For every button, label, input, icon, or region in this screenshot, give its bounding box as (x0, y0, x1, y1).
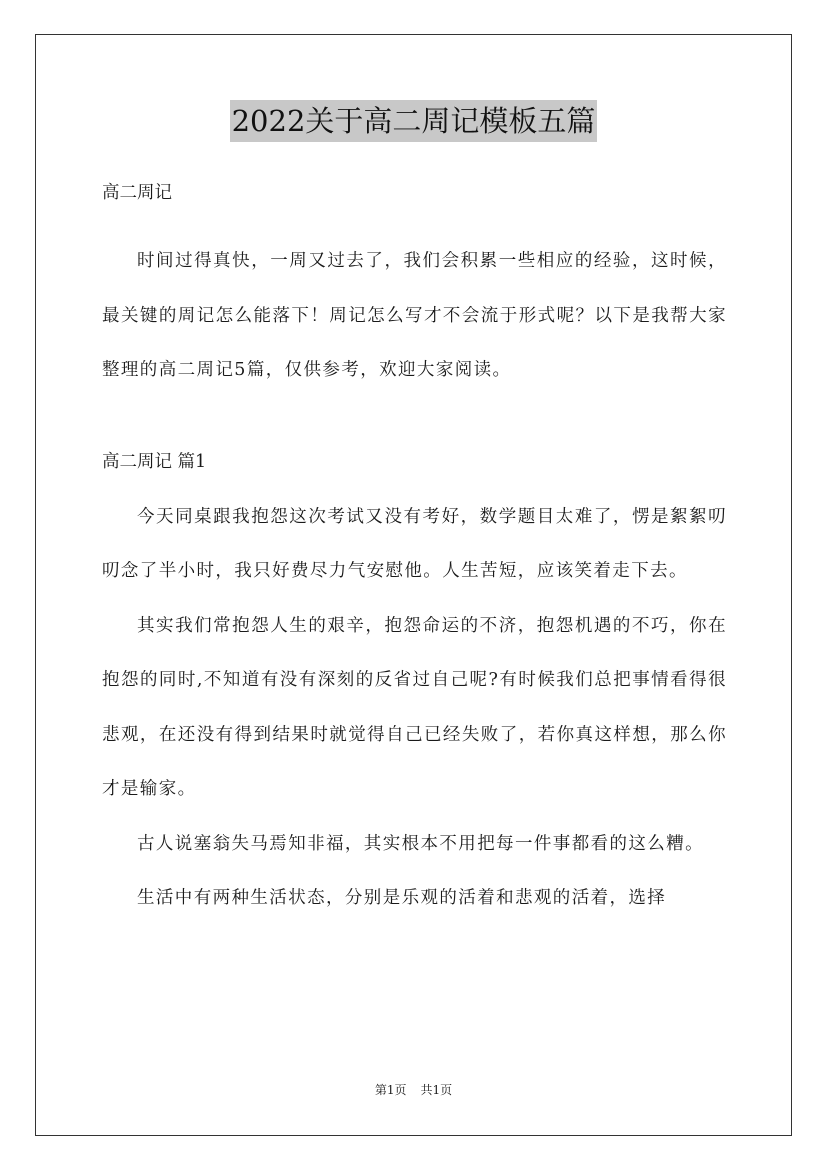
intro-paragraph: 时间过得真快，一周又过去了，我们会积累一些相应的经验，这时候，最关键的周记怎么能落下！周记怎么写才不会流于形式呢？以下是我帮大家整理的高二周记5篇，仅供参考，欢迎大家阅读。 (102, 251, 727, 380)
document-title: 2022关于高二周记模板五篇 (230, 100, 598, 142)
page-number: 第1页 (374, 1083, 407, 1097)
section-spacer (102, 398, 727, 444)
page-footer (0, 1082, 827, 1098)
article1-paragraph-4: 生活中有两种生活状态，分别是乐观的活着和悲观的活着，选择 (137, 888, 667, 908)
article1-paragraph-3: 古人说塞翁失马焉知非福，其实根本不用把每一件事都看的这么糟。 (137, 833, 704, 854)
page-total: 共1页 (420, 1083, 453, 1097)
title-container (0, 100, 827, 142)
article1-paragraph-1: 今天同桌跟我抱怨这次考试又没有考好，数学题目太难了，愣是絮絮叨叨念了半小时，我只好费尽力气安慰他。人生苦短，应该笑着走下去。 (102, 506, 727, 581)
intro-heading: 高二周记 (102, 183, 172, 203)
document-body (102, 175, 727, 926)
article1-paragraph-2: 其实我们常抱怨人生的艰辛，抱怨命运的不济，抱怨机遇的不巧，你在抱怨的同时,不知道有没有深刻的反省过自己呢?有时候我们总把事情看得很悲观，在还没有得到结果时就觉得自己已经失败了，若你真这样想，那么你才是输家。 (102, 615, 727, 799)
article1-heading: 高二周记 篇1 (102, 451, 207, 472)
